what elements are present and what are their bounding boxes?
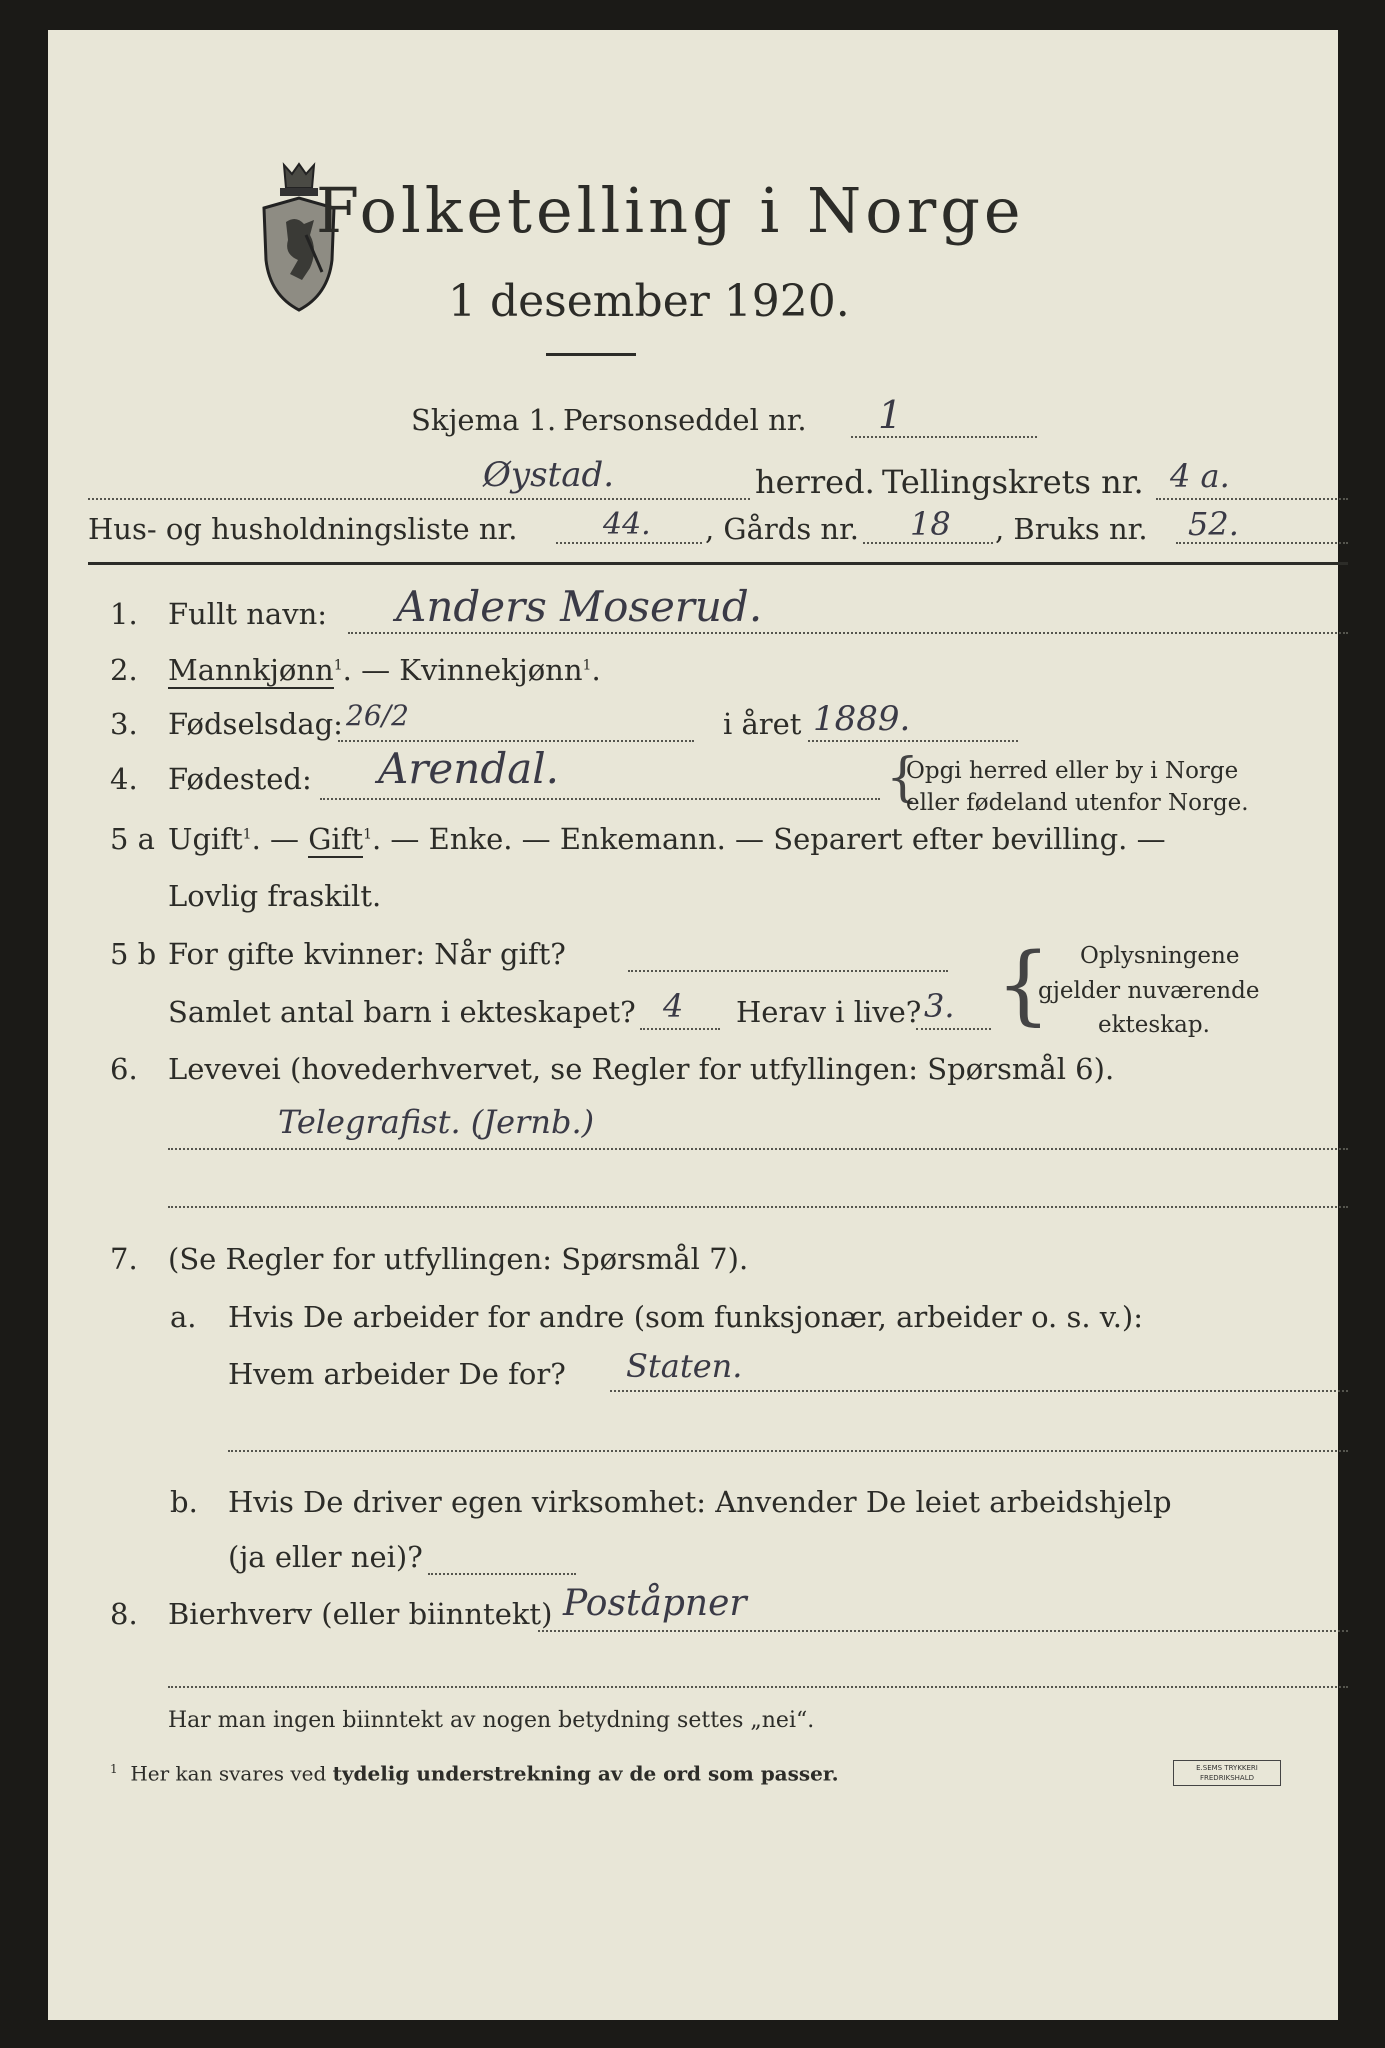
herred-line	[88, 498, 750, 500]
footnote-emphasis: tydelig understrekning av de ord som passer.	[332, 1761, 839, 1786]
q3-year-label: i året	[723, 707, 802, 741]
household-list-label: Hus- og husholdningsliste nr.	[88, 512, 518, 546]
q7b-letter: b.	[170, 1485, 198, 1519]
q2-male-option: Mannkjønn	[168, 653, 334, 687]
q8-line-2	[168, 1686, 1348, 1688]
q5b-note-2: gjelder nuværende	[1038, 978, 1260, 1004]
q3-year-value: 1889.	[813, 699, 911, 739]
q5b-alive-label: Herav i live?	[736, 995, 922, 1029]
q4-bracket: {	[886, 748, 920, 808]
q5b-children-value: 4	[663, 987, 684, 1025]
q7a-line-2	[228, 1450, 1348, 1452]
q7a-who-line	[610, 1390, 1348, 1392]
schema-label: Skjema 1.	[411, 403, 557, 437]
q2-female-option: Kvinnekjønn	[399, 653, 583, 687]
q6-label: Levevei (hovederhvervet, se Regler for utfyllingen: Spørsmål 6).	[168, 1052, 1115, 1086]
q5b-note-1: Oplysningene	[1080, 943, 1240, 969]
q7-label: (Se Regler for utfyllingen: Spørsmål 7).	[168, 1242, 749, 1276]
q5a-number: 5 a	[110, 822, 155, 856]
q8-line	[538, 1630, 1348, 1632]
form-title: Folketelling i Norge	[316, 174, 1025, 247]
q3-number: 3.	[110, 707, 138, 741]
q1-value: Anders Moserud.	[396, 582, 763, 631]
q5a-gift: Gift	[308, 822, 364, 856]
q7b-text-2: (ja eller nei)?	[228, 1540, 423, 1574]
census-date: 1 desember 1920.	[448, 276, 850, 327]
bruks-label: , Bruks nr.	[995, 512, 1148, 546]
q6-line-1	[168, 1148, 1348, 1150]
q3-label: Fødselsdag:	[168, 707, 343, 741]
q4-line	[320, 798, 880, 800]
person-label: Personseddel nr.	[563, 403, 807, 437]
q7a-text: Hvis De arbeider for andre (som funksjonær, arbeider o. s. v.):	[228, 1300, 1144, 1334]
q6-value: Telegrafist. (Jernb.)	[278, 1103, 595, 1141]
q6-line-2	[168, 1206, 1348, 1208]
q1-label: Fullt navn:	[168, 597, 328, 631]
herred-label: herred.	[755, 463, 875, 501]
gards-nr-value: 18	[910, 505, 951, 543]
q5b-label-1: For gifte kvinner: Når gift?	[168, 937, 566, 971]
household-list-line	[556, 542, 702, 544]
q2-end: .	[591, 653, 601, 687]
header-divider	[88, 562, 1348, 565]
title-divider	[546, 353, 636, 356]
q4-label: Fødested:	[168, 762, 312, 796]
q3-value: 26/2	[346, 699, 409, 732]
footnote-text: Her kan svares ved	[130, 1761, 333, 1786]
q7a-who-value: Staten.	[626, 1347, 743, 1385]
q5a-options: Ugift$^1$. — Gift$^1$. — Enke. — Enkemann. — Separert efter bevilling. —	[168, 822, 1166, 856]
q2-separator: . —	[342, 653, 400, 687]
q4-value: Arendal.	[378, 744, 560, 793]
census-form	[48, 30, 1338, 2020]
q7a-letter: a.	[170, 1300, 197, 1334]
q5b-alive-value: 3.	[924, 987, 955, 1025]
q7b-line	[428, 1573, 576, 1575]
footnote	[110, 1763, 839, 1784]
q2-options: Mannkjønn$^1$. — Kvinnekjønn$^1$.	[168, 653, 601, 687]
krets-label: Tellingskrets nr.	[882, 463, 1144, 501]
q5b-label-2: Samlet antal barn i ekteskapet?	[168, 995, 636, 1029]
gards-label: , Gårds nr.	[705, 512, 859, 546]
q1-line	[348, 632, 1348, 634]
q8-label: Bierhverv (eller biinntekt)	[168, 1597, 553, 1631]
q5a-rest: . — Enke. — Enkemann. — Separert efter bevilling. —	[372, 822, 1166, 856]
q7a-who-label: Hvem arbeider De for?	[228, 1357, 566, 1391]
printer-mark	[1173, 1760, 1281, 1786]
q4-number: 4.	[110, 762, 138, 796]
q4-note-1: Opgi herred eller by i Norge	[906, 758, 1239, 784]
q2-number: 2.	[110, 653, 138, 687]
q3-year-line	[808, 740, 1018, 742]
footnote-mark: 1	[110, 1762, 118, 1776]
q8-value: Poståpner	[563, 1583, 747, 1624]
q5a-ugift: Ugift	[168, 822, 243, 856]
q4-note-2: eller fødeland utenfor Norge.	[906, 790, 1249, 816]
krets-nr-line	[1156, 498, 1348, 500]
q5b-children-line	[640, 1028, 720, 1030]
q5b-married-line	[628, 970, 948, 972]
printer-city: FREDRIKSHALD	[1199, 1774, 1254, 1782]
bruks-nr-value: 52.	[1188, 505, 1239, 543]
q5b-bracket: {	[996, 935, 1051, 1035]
krets-nr-value: 4 a.	[1170, 457, 1230, 495]
q1-number: 1.	[110, 597, 138, 631]
q8-number: 8.	[110, 1597, 138, 1631]
no-income-note: Har man ingen biinntekt av nogen betydning settes „nei“.	[168, 1708, 815, 1733]
person-nr-value: 1	[878, 393, 903, 437]
q5b-note-3: ekteskap.	[1098, 1012, 1210, 1038]
q5b-number: 5 b	[110, 937, 157, 971]
q6-number: 6.	[110, 1052, 138, 1086]
q7b-text: Hvis De driver egen virksomhet: Anvender De leiet arbeidshjelp	[228, 1485, 1172, 1519]
q5a-line2: Lovlig fraskilt.	[168, 879, 382, 913]
household-list-value: 44.	[603, 507, 651, 542]
q3-line	[338, 740, 694, 742]
printer-name: E.SEMS TRYKKERI	[1196, 1764, 1258, 1772]
herred-value: Øystad.	[483, 455, 615, 495]
q7-number: 7.	[110, 1242, 138, 1276]
q5b-alive-line	[916, 1028, 991, 1030]
